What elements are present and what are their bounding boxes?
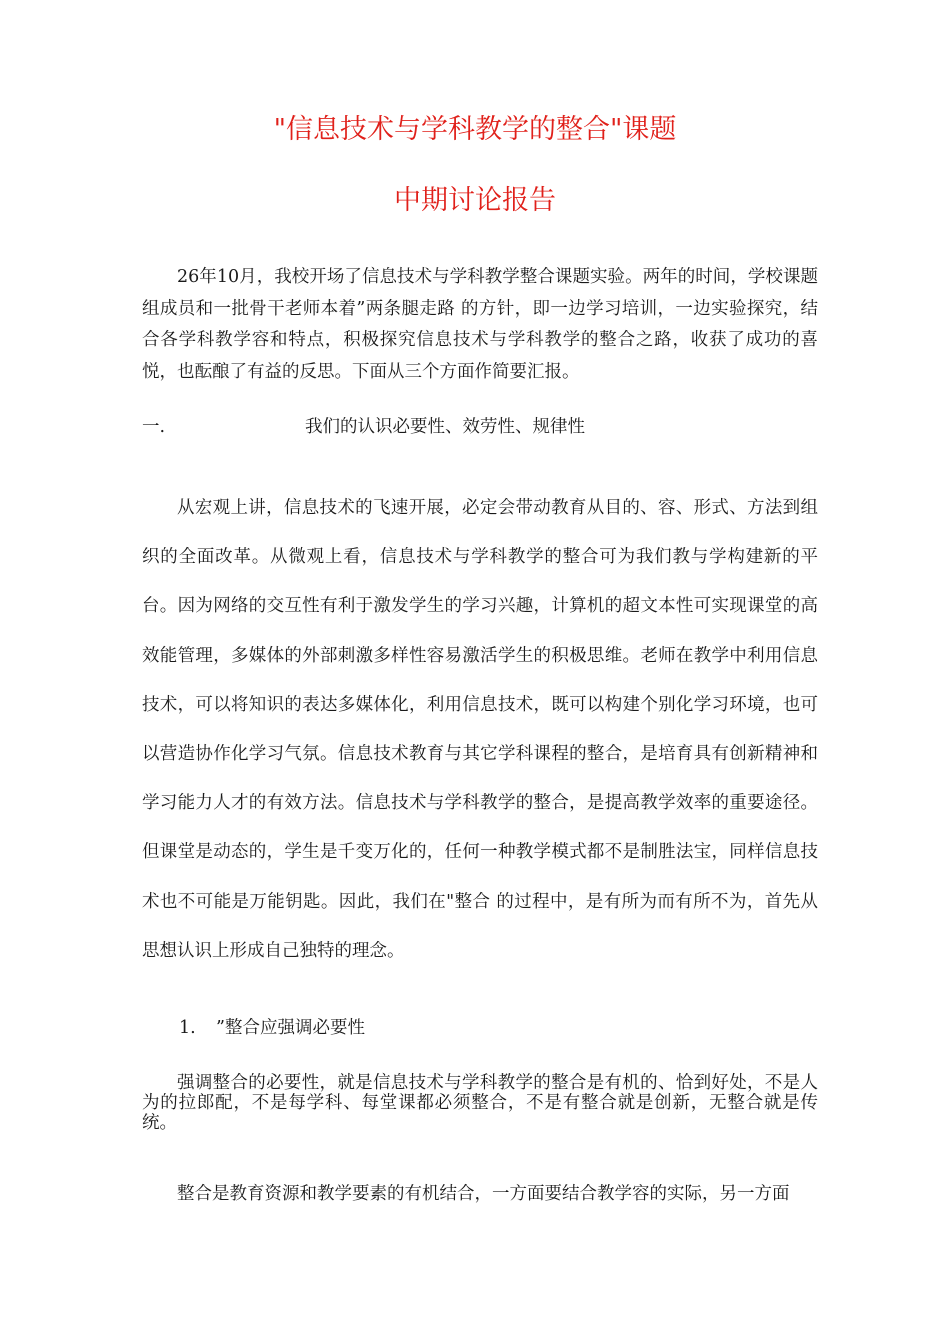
- integration-paragraph: 整合是教育资源和教学要素的有机结合，一方面要结合教学容的实际，另一方面: [177, 1184, 790, 1204]
- section-number: 一.: [142, 417, 166, 437]
- section-heading-1: [142, 414, 818, 440]
- subsection-heading-1: [142, 1015, 818, 1041]
- subsection-1-paragraph: 强调整合的必要性，就是信息技术与学科教学的整合是有机的、恰到好处，不是人为的拉郎配，不是每学科、每堂课都必须整合，不是有整合就是创新，无整合就是传统。: [142, 1073, 818, 1133]
- subsection-number: 1.: [179, 1018, 196, 1038]
- document-subtitle: 中期讨论报告: [394, 185, 556, 216]
- intro-paragraph: 26年10月，我校开场了信息技术与学科教学整合课题实验。两年的时间，学校课题组成员和一批骨干老师本着”两条腿走路 的方针，即一边学习培训，一边实验探究，结合各学科教学容和特点，积极探究信息技术与学科教学的整合之路，收获了成功的喜悦，也酝酿了有益的反思。下面从三个方面作简要汇报。: [142, 267, 818, 382]
- document-title: "信息技术与学科教学的整合"课题: [273, 114, 677, 145]
- section-title: 我们的认识必要性、效劳性、规律性: [305, 417, 585, 437]
- subsection-title: ”整合应强调必要性: [216, 1018, 365, 1038]
- section-1-paragraph: 从宏观上讲，信息技术的飞速开展，必定会带动教育从目的、容、形式、方法到组织的全面改革。从微观上看，信息技术与学科教学的整合可为我们教与学构建新的平台。因为网络的交互性有利于激发学生的学习兴趣，计算机的超文本性可实现课堂的高效能管理，多媒体的外部刺激多样性容易激活学生的积极思维。老师在教学中利用信息技术，可以将知识的表达多媒体化，利用信息技术，既可以构建个别化学习环境，也可以营造协作化学习气氛。信息技术教育与其它学科课程的整合，是培育具有创新精神和学习能力人才的有效方法。信息技术与学科教学的整合，是提高教学效率的重要途径。但课堂是动态的，学生是千变万化的，任何一种教学模式都不是制胜法宝，同样信息技术也不可能是万能钥匙。因此，我们在"整合 的过程中，是有所为而有所不为，首先从思想认识上形成自己独特的理念。: [142, 498, 818, 961]
